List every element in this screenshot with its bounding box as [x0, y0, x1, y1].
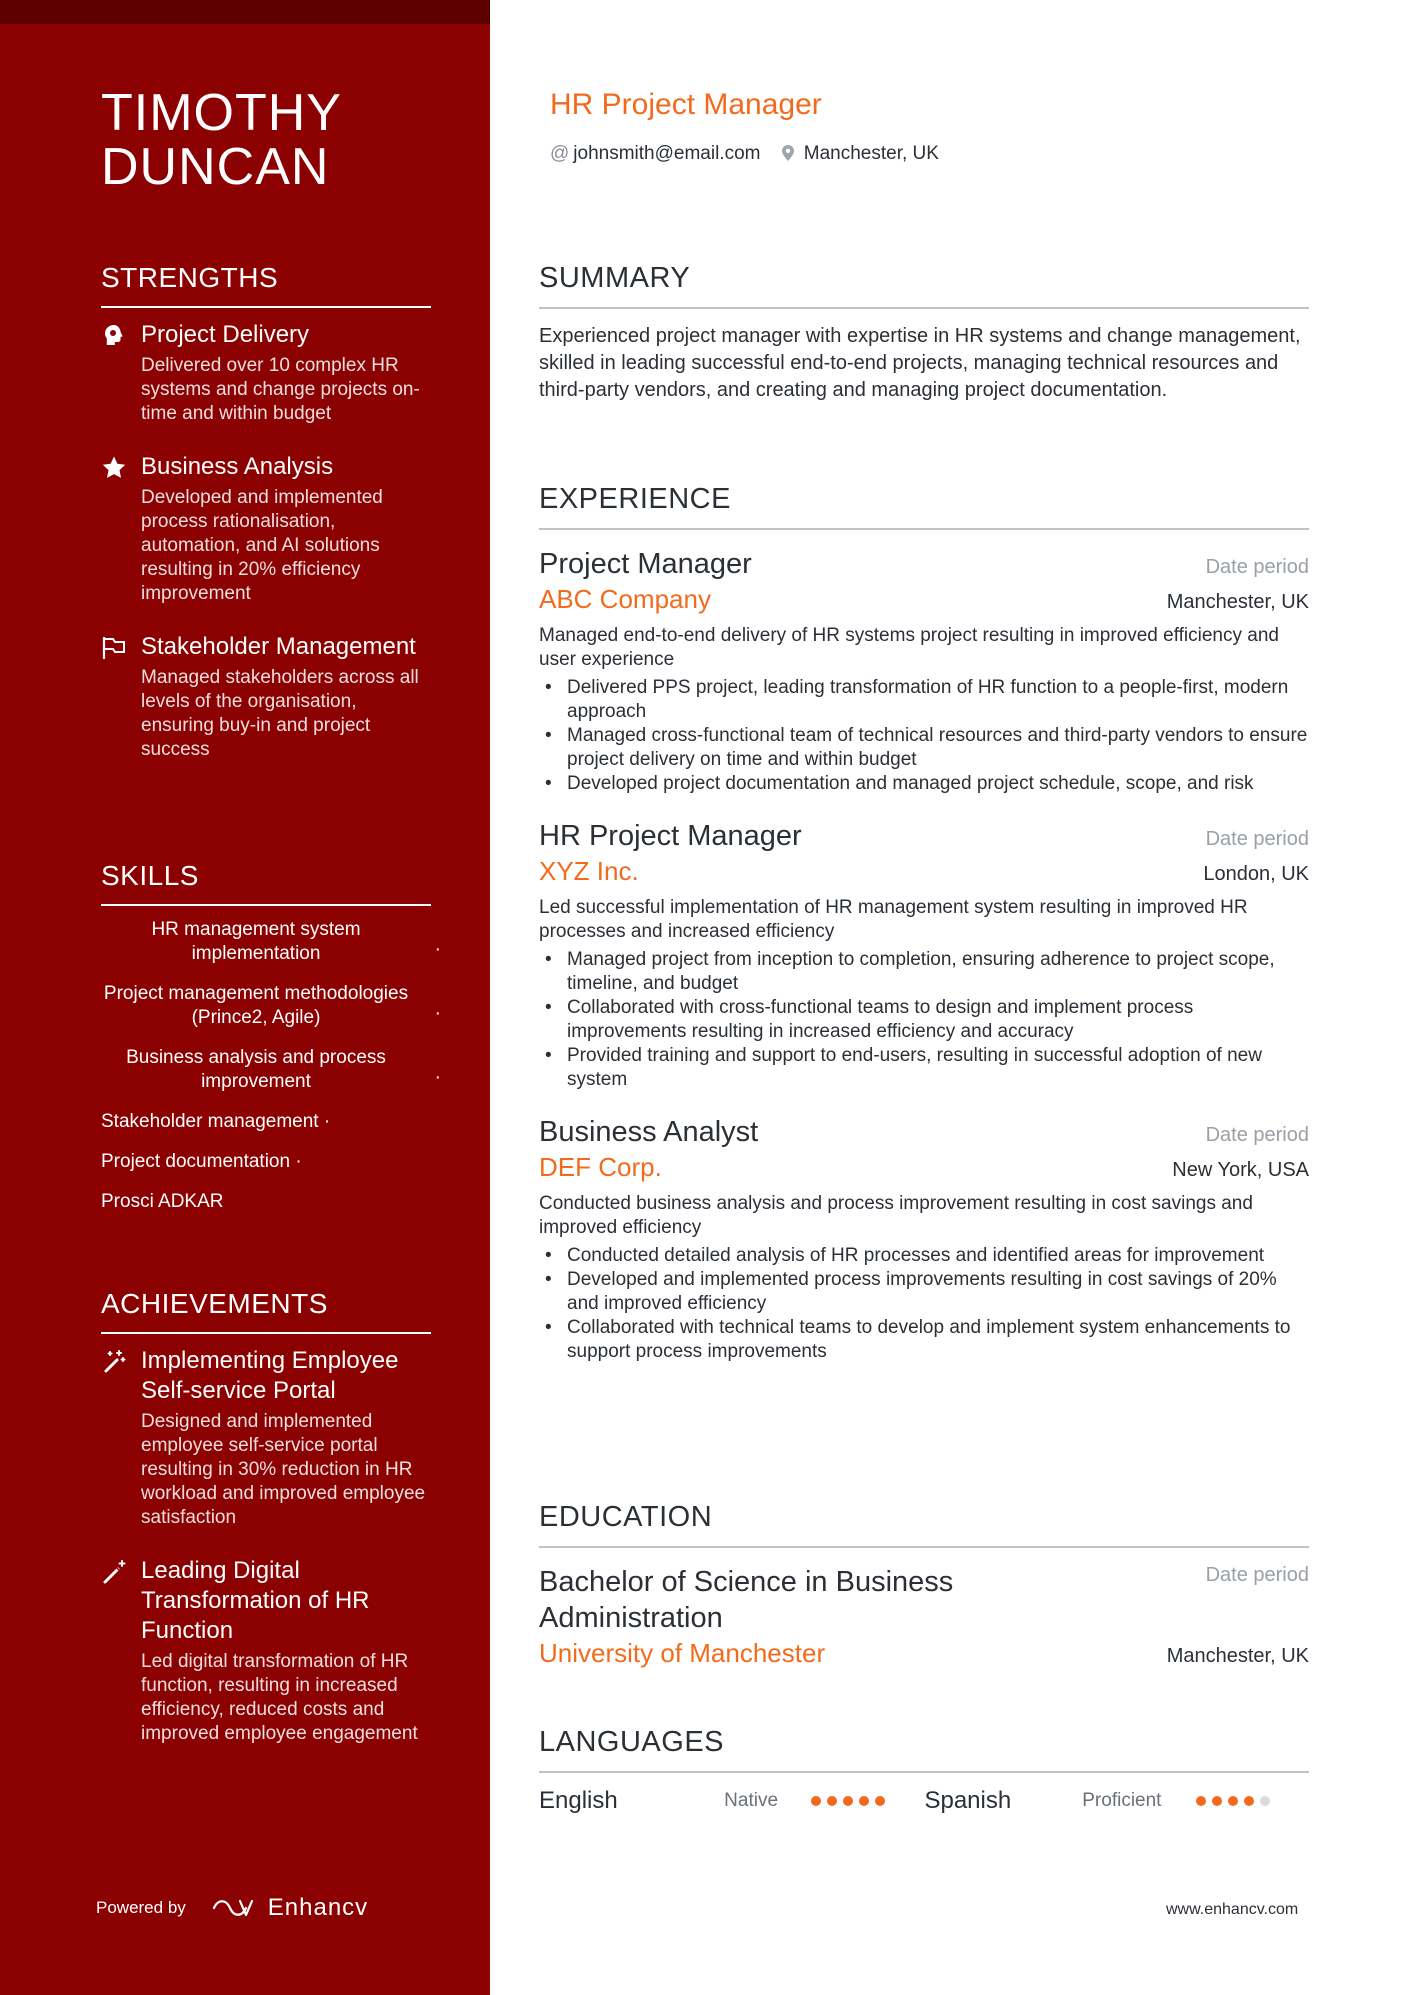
strength-title: Stakeholder Management [141, 633, 416, 660]
job-bullet: • Conducted detailed analysis of HR processes and identified areas for improvement [539, 1244, 1309, 1268]
job-bullet: • Collaborated with cross-functional teams to design and implement process improvements resulting in increased efficiency and accuracy [539, 996, 1309, 1044]
flag-icon [101, 635, 127, 661]
job-entry [539, 818, 1309, 1092]
job-entry [539, 1114, 1309, 1364]
rating-dot-filled [1228, 1796, 1238, 1806]
job-location: Manchester, UK [1166, 591, 1309, 613]
job-date: Date period [1205, 556, 1309, 578]
skills-list [101, 918, 441, 1214]
job-bullet: • Developed project documentation and managed project schedule, scope, and risk [539, 772, 1309, 796]
job-location: New York, USA [1172, 1159, 1309, 1181]
education-section [539, 1501, 1309, 1670]
achievement-item [101, 1346, 431, 1530]
location-item [782, 143, 938, 165]
candidate-name: TIMOTHY DUNCAN [101, 84, 342, 196]
strength-title: Project Delivery [141, 321, 310, 348]
job-date: Date period [1205, 828, 1309, 850]
strength-item [101, 452, 431, 606]
magic-wand-icon [101, 1349, 127, 1375]
skill-item [101, 918, 441, 966]
location-pin-icon [782, 143, 799, 164]
job-company: XYZ Inc. [539, 856, 639, 886]
rating-dot-filled [811, 1796, 821, 1806]
strength-item [101, 320, 431, 426]
skill-label: Prosci ADKAR [101, 1191, 224, 1212]
school: University of Manchester [539, 1638, 826, 1668]
experience-section [539, 483, 1309, 1364]
summary-section [539, 262, 1309, 404]
strengths-section [101, 262, 431, 788]
enhancv-brand: Enhancv [267, 1894, 369, 1921]
skill-separator: · [434, 939, 441, 960]
skill-label: Project documentation [101, 1151, 291, 1172]
sidebar-top-bar [0, 0, 490, 24]
job-title: HR Project Manager [539, 820, 802, 852]
wand-sparkle-icon [101, 1559, 127, 1585]
rating-dot-filled [843, 1796, 853, 1806]
job-title: Business Analyst [539, 1116, 759, 1148]
rating-dot-filled [1212, 1796, 1222, 1806]
rating-dot-filled [1244, 1796, 1254, 1806]
job-location: London, UK [1203, 863, 1309, 885]
summary-text: Experienced project manager with expertise in HR systems and change management, skilled in leading successful end-to-end projects, managing technical resources and third-party vendors, and creating and managing project documentation. [539, 325, 1301, 401]
strength-body: Delivered over 10 complex HR systems and change projects on-time and within budget [141, 355, 420, 424]
achievement-item [101, 1556, 431, 1746]
achievement-body: Designed and implemented employee self-service portal resulting in 30% reduction in HR workload and improved employee satisfaction [141, 1411, 426, 1528]
email-item[interactable] [550, 143, 760, 165]
skill-separator: · [434, 1067, 441, 1088]
job-bullet: • Developed and implemented process improvements resulting in cost savings of 20% and improved efficiency [539, 1268, 1309, 1316]
skill-label: Stakeholder management [101, 1111, 319, 1132]
powered-by [96, 1894, 368, 1922]
language-rating [811, 1796, 924, 1806]
achievement-title: Implementing Employee Self-service Portal [141, 1347, 399, 1404]
degree: Bachelor of Science in Business Administration [539, 1566, 954, 1634]
language-rating [1196, 1796, 1309, 1806]
job-bullet: • Provided training and support to end-users, resulting in successful adoption of new system [539, 1044, 1309, 1092]
language-name: English [539, 1787, 618, 1814]
star-icon [101, 455, 127, 481]
rating-dot-filled [827, 1796, 837, 1806]
job-bullet: • Collaborated with technical teams to develop and implement system enhancements to support process improvements [539, 1316, 1309, 1364]
skill-item [101, 1110, 431, 1134]
education-date: Date period [1205, 1564, 1309, 1586]
education-location: Manchester, UK [1166, 1645, 1309, 1667]
strengths-title: STRENGTHS [101, 262, 431, 308]
job-entry [539, 546, 1309, 796]
job-bullet: • Delivered PPS project, leading transformation of HR function to a people-first, modern approach [539, 676, 1309, 724]
job-bullet: • Managed cross-functional team of technical resources and third-party vendors to ensure project delivery on time and within budget [539, 724, 1309, 772]
achievements-title: ACHIEVEMENTS [101, 1288, 431, 1334]
strength-title: Business Analysis [141, 453, 334, 480]
language-level: Proficient [1082, 1790, 1162, 1811]
language-name: Spanish [924, 1787, 1012, 1814]
skill-item [101, 1046, 441, 1094]
job-bullets [539, 676, 1309, 796]
strength-body: Managed stakeholders across all levels of the organisation, ensuring buy-in and project success [141, 667, 419, 760]
job-description: Led successful implementation of HR management system resulting in improved HR processes and increased efficiency [539, 897, 1248, 942]
skill-label: Project management methodologies (Prince2, Agile) [103, 983, 409, 1028]
footer-url[interactable]: www.enhancv.com [1166, 1901, 1299, 1918]
skill-separator: · [323, 1111, 331, 1132]
skill-item [101, 1150, 431, 1174]
summary-title: SUMMARY [539, 262, 1309, 309]
skill-separator: · [295, 1151, 302, 1172]
powered-label: Powered by [96, 1898, 186, 1917]
email: johnsmith@email.com [573, 143, 761, 164]
languages-row [539, 1787, 1309, 1815]
language-level: Native [724, 1790, 779, 1811]
job-date: Date period [1205, 1124, 1309, 1146]
education-entry [539, 1564, 1309, 1670]
skill-separator: · [434, 1003, 441, 1024]
job-bullets [539, 948, 1309, 1092]
role-title: HR Project Manager [550, 88, 822, 121]
achievements-section [101, 1288, 431, 1772]
languages-title: LANGUAGES [539, 1726, 1309, 1773]
skills-title: SKILLS [101, 860, 431, 906]
achievement-body: Led digital transformation of HR function, resulting in increased efficiency, reduced costs and improved employee engagement [141, 1651, 418, 1744]
skill-label: Business analysis and process improvement [126, 1047, 386, 1092]
experience-title: EXPERIENCE [539, 483, 1309, 530]
strength-body: Developed and implemented process rationalisation, automation, and AI solutions resulting in 20% efficiency improvement [141, 487, 383, 604]
rating-dot-filled [875, 1796, 885, 1806]
job-description: Managed end-to-end delivery of HR systems project resulting in improved efficiency and user experience [539, 625, 1279, 670]
skill-item [101, 982, 441, 1030]
skill-label: HR management system implementation [151, 919, 361, 964]
rating-dot-filled [859, 1796, 869, 1806]
rating-dot-empty [1260, 1796, 1270, 1806]
enhancv-logo[interactable] [212, 1894, 368, 1922]
rating-dot-filled [1196, 1796, 1206, 1806]
skills-section [101, 860, 441, 1230]
job-bullets [539, 1244, 1309, 1364]
languages-section [539, 1726, 1309, 1815]
achievement-title: Leading Digital Transformation of HR Function [141, 1557, 370, 1644]
skill-item [101, 1190, 431, 1214]
education-title: EDUCATION [539, 1501, 1309, 1548]
sidebar [0, 0, 490, 1995]
job-company: ABC Company [539, 584, 711, 614]
enhancv-logo-icon [212, 1897, 258, 1919]
at-icon: @ [550, 143, 570, 164]
contact-bar [550, 143, 939, 165]
job-company: DEF Corp. [539, 1152, 662, 1182]
location: Manchester, UK [803, 143, 939, 164]
head-icon [101, 323, 127, 349]
job-title: Project Manager [539, 548, 752, 580]
job-description: Conducted business analysis and process improvement resulting in cost savings and improved efficiency [539, 1193, 1253, 1238]
strength-item [101, 632, 431, 762]
job-bullet: • Managed project from inception to completion, ensuring adherence to project scope, timeline, and budget [539, 948, 1309, 996]
